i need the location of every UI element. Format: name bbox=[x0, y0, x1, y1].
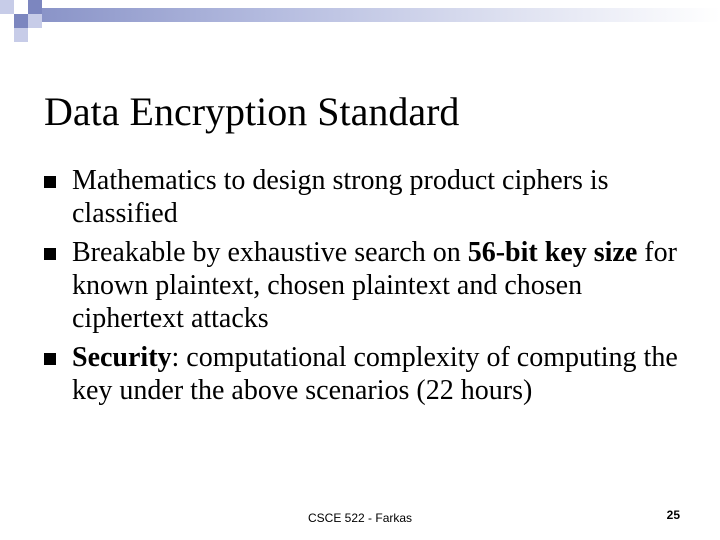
bullet-text: for known plaintext, chosen plaintext and chosen ciphertext attacks bbox=[72, 237, 677, 334]
square-bullet-icon bbox=[44, 176, 56, 188]
header-gradient-bar bbox=[42, 8, 720, 22]
slide-footer: CSCE 522 - Farkas bbox=[308, 511, 413, 525]
bullet-list bbox=[44, 164, 684, 413]
bullet-text: : computational complexity of computing the key under the above scenarios (22 hours) bbox=[72, 342, 678, 406]
slide-title: Data Encryption Standard bbox=[44, 89, 460, 134]
page-number: 25 bbox=[666, 508, 680, 522]
square-bullet-icon bbox=[44, 248, 56, 260]
bullet-item bbox=[44, 341, 684, 407]
bullet-item bbox=[44, 236, 684, 335]
bullet-item bbox=[44, 164, 684, 230]
bullet-text-bold: Security bbox=[72, 342, 172, 373]
bullet-text: Breakable by exhaustive search on bbox=[72, 237, 468, 268]
bullet-text: Mathematics to design strong product ciphers is classified bbox=[72, 165, 609, 229]
bullet-text-bold: 56-bit key size bbox=[467, 237, 638, 268]
square-bullet-icon bbox=[44, 353, 56, 365]
